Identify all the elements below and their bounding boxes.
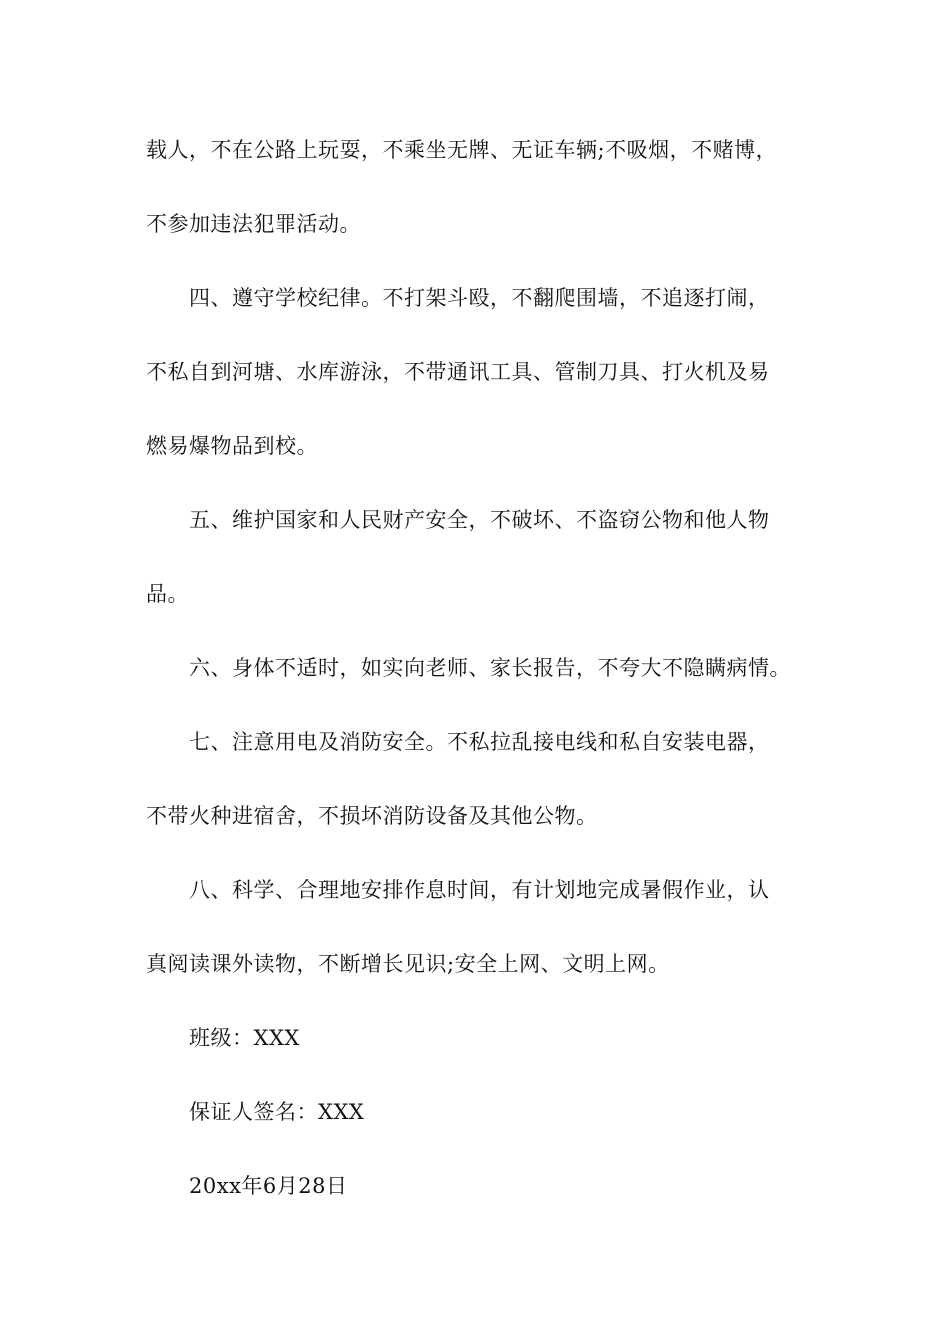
class-field: 班级：XXX — [189, 1026, 300, 1050]
date-line: 20xx年6月28日 — [189, 1174, 348, 1198]
text-line-12: 真阅读课外读物，不断增长见识;安全上网、文明上网。 — [146, 952, 670, 976]
text-line-10: 不带火种进宿舍，不损坏消防设备及其他公物。 — [146, 804, 598, 828]
guarantor-signature-field: 保证人签名：XXX — [189, 1100, 365, 1124]
document-body — [146, 127, 806, 1237]
text-line-5: 燃易爆物品到校。 — [146, 434, 318, 458]
clause-seven: 七、注意用电及消防安全。不私拉乱接电线和私自安装电器， — [189, 730, 770, 754]
text-line-4: 不私自到河塘、水库游泳，不带通讯工具、管制刀具、打火机及易 — [146, 360, 770, 384]
text-line-1: 载人，不在公路上玩耍，不乘坐无牌、无证车辆;不吸烟，不赌博， — [146, 138, 778, 162]
text-line-2: 不参加违法犯罪活动。 — [146, 212, 361, 236]
clause-six: 六、身体不适时，如实向老师、家长报告，不夸大不隐瞒病情。 — [189, 656, 791, 680]
clause-four: 四、遵守学校纪律。不打架斗殴，不翻爬围墙，不追逐打闹， — [189, 286, 770, 310]
text-line-7: 品。 — [146, 582, 189, 606]
clause-eight: 八、科学、合理地安排作息时间，有计划地完成暑假作业，认 — [189, 878, 770, 902]
clause-five: 五、维护国家和人民财产安全，不破坏、不盗窃公物和他人物 — [189, 508, 770, 532]
